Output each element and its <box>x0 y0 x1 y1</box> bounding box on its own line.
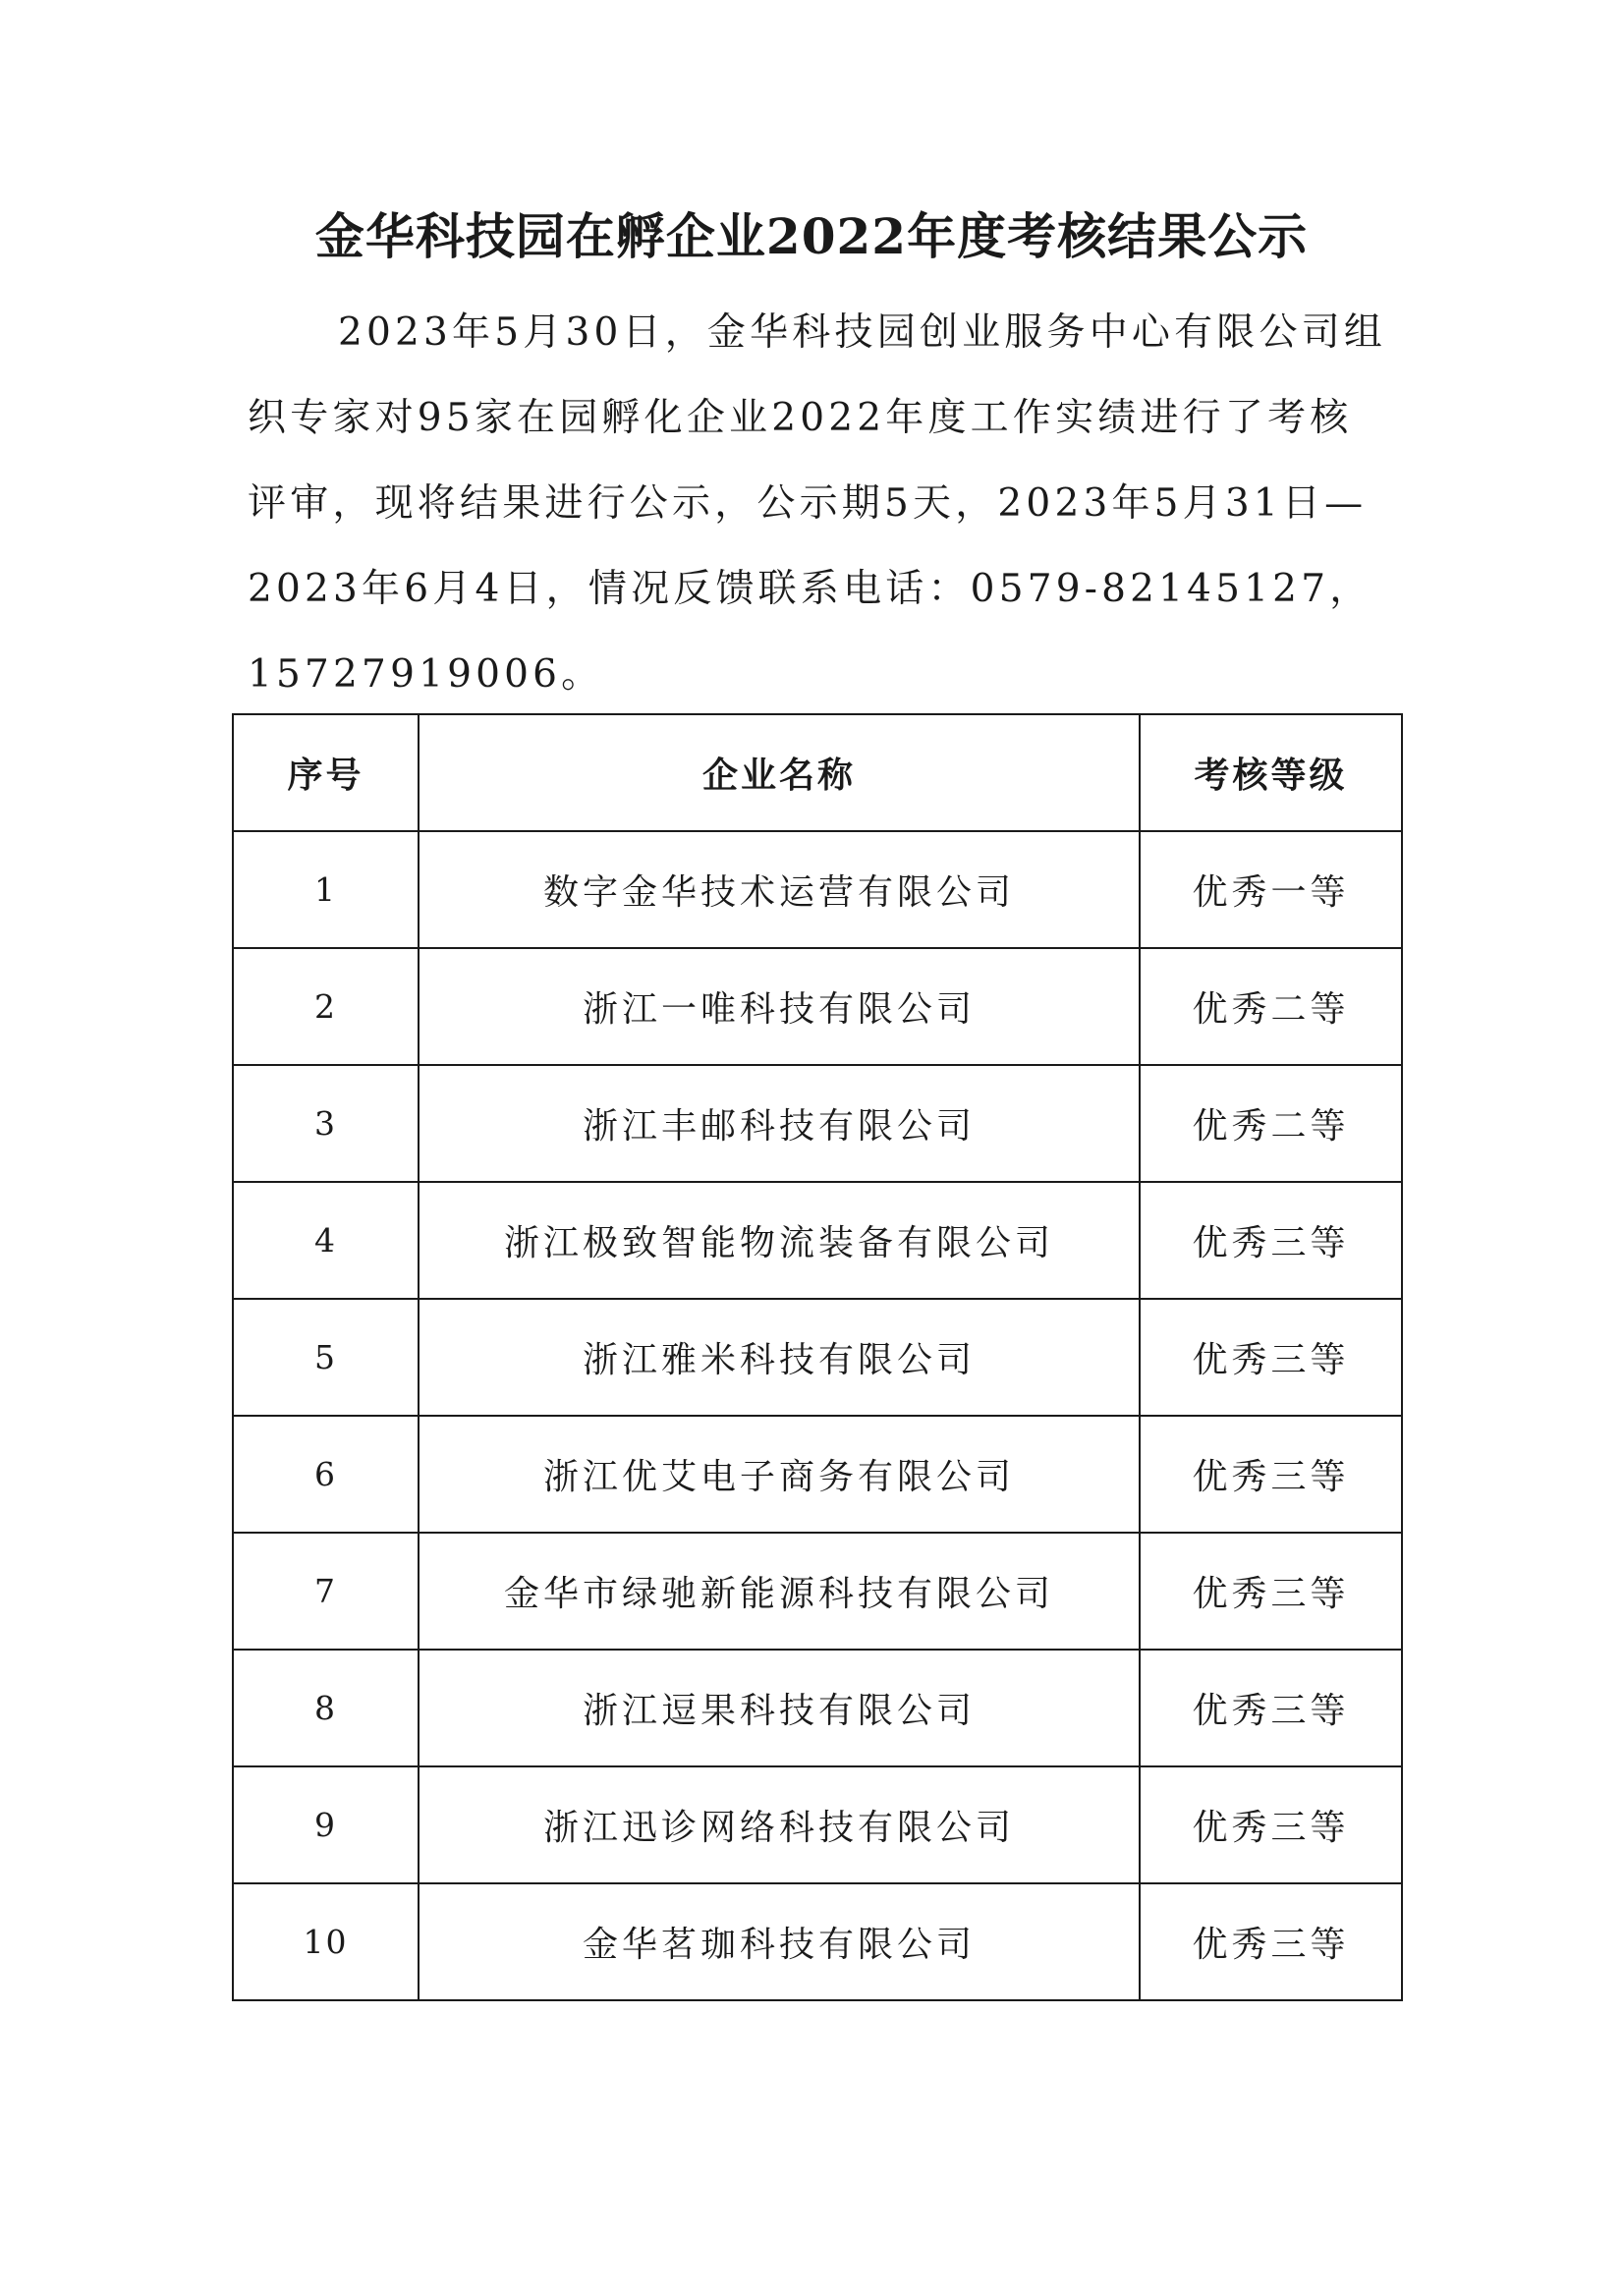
table-row <box>233 1650 1402 1766</box>
table-row <box>233 831 1402 948</box>
row-serial-number: 9 <box>233 1766 419 1883</box>
row-grade: 优秀三等 <box>1140 1182 1402 1299</box>
row-company-name: 浙江迅诊网络科技有限公司 <box>419 1766 1140 1883</box>
row-serial-number: 6 <box>233 1416 419 1533</box>
row-company-name: 浙江一唯科技有限公司 <box>419 948 1140 1065</box>
header-company-name: 企业名称 <box>419 714 1140 831</box>
row-company-name: 浙江优艾电子商务有限公司 <box>419 1416 1140 1533</box>
table-row <box>233 1766 1402 1883</box>
table-row <box>233 1182 1402 1299</box>
header-grade: 考核等级 <box>1140 714 1402 831</box>
row-grade: 优秀三等 <box>1140 1533 1402 1650</box>
row-grade: 优秀三等 <box>1140 1416 1402 1533</box>
row-grade: 优秀三等 <box>1140 1883 1402 2000</box>
row-company-name: 浙江雅米科技有限公司 <box>419 1299 1140 1416</box>
row-serial-number: 3 <box>233 1065 419 1182</box>
row-serial-number: 7 <box>233 1533 419 1650</box>
results-table <box>232 713 1403 2001</box>
row-serial-number: 1 <box>233 831 419 948</box>
table-row <box>233 1416 1402 1533</box>
row-company-name: 浙江逗果科技有限公司 <box>419 1650 1140 1766</box>
table-row <box>233 1299 1402 1416</box>
row-serial-number: 2 <box>233 948 419 1065</box>
row-grade: 优秀二等 <box>1140 1065 1402 1182</box>
row-company-name: 金华茗珈科技有限公司 <box>419 1883 1140 2000</box>
row-serial-number: 8 <box>233 1650 419 1766</box>
header-serial-number: 序号 <box>233 714 419 831</box>
row-serial-number: 10 <box>233 1883 419 2000</box>
page-title: 金华科技园在孵企业2022年度考核结果公示 <box>314 207 1309 265</box>
row-grade: 优秀三等 <box>1140 1650 1402 1766</box>
row-company-name: 浙江极致智能物流装备有限公司 <box>419 1182 1140 1299</box>
row-grade: 优秀三等 <box>1140 1766 1402 1883</box>
row-grade: 优秀三等 <box>1140 1299 1402 1416</box>
row-serial-number: 5 <box>233 1299 419 1416</box>
table-header-row <box>233 714 1402 831</box>
table-row <box>233 1883 1402 2000</box>
row-company-name: 浙江丰邮科技有限公司 <box>419 1065 1140 1182</box>
notice-paragraph: 2023年5月30日，金华科技园创业服务中心有限公司组织专家对95家在园孵化企业2022年度工作实绩进行了考核评审，现将结果进行公示，公示期5天，2023年5月31日—2023年6月4日，情况反馈联系电话：0579-82145127，15727919006。 <box>248 310 1387 697</box>
row-company-name: 数字金华技术运营有限公司 <box>419 831 1140 948</box>
row-company-name: 金华市绿驰新能源科技有限公司 <box>419 1533 1140 1650</box>
row-grade: 优秀一等 <box>1140 831 1402 948</box>
table-row <box>233 1533 1402 1650</box>
table-row <box>233 1065 1402 1182</box>
row-grade: 优秀二等 <box>1140 948 1402 1065</box>
row-serial-number: 4 <box>233 1182 419 1299</box>
table-row <box>233 948 1402 1065</box>
